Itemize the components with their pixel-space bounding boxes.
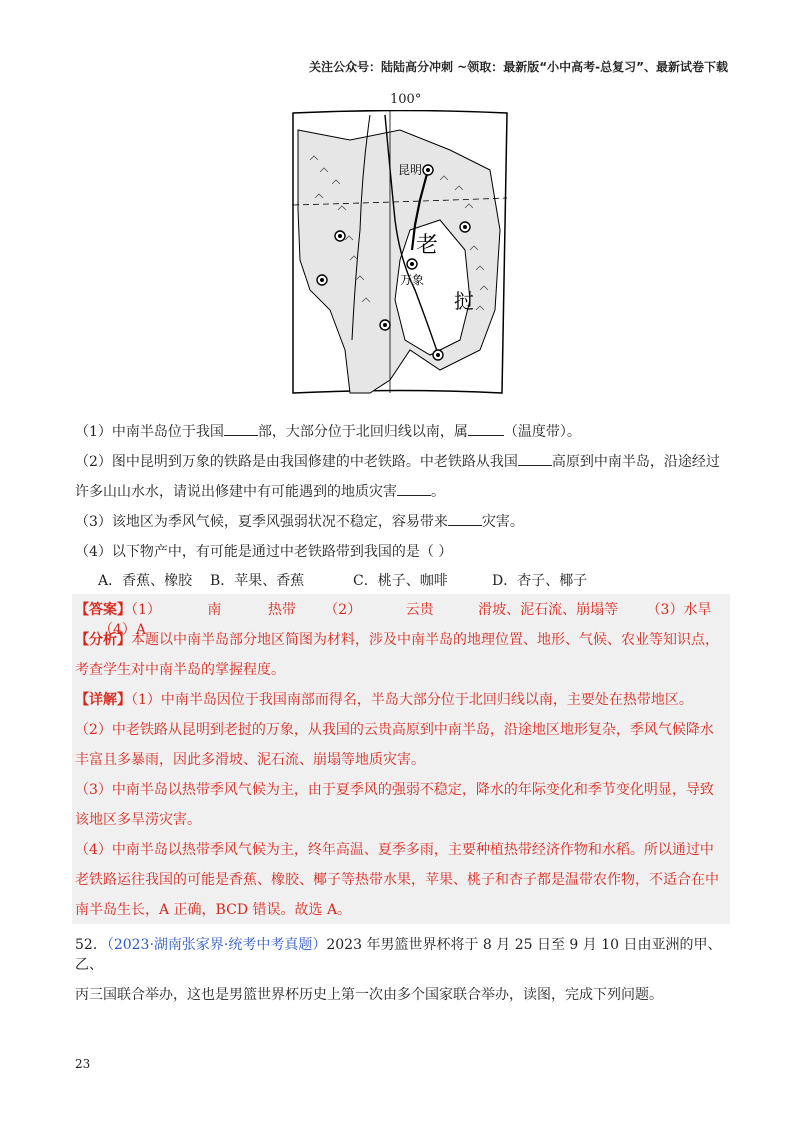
detail-4b: 老铁路运往我国的可能是香蕉、橡胶、椰子等热带水果，苹果、桃子和杏子都是温带农作物，不适合在中 — [75, 872, 719, 888]
detail-3a: （3）中南半岛以热带季风气候为主，由于夏季风的强弱不稳定，降水的年际变化和季节变化明显，导致 — [75, 782, 714, 798]
option-b: B．苹果、香蕉 — [210, 573, 305, 589]
map-label-kunming: 昆明 — [398, 163, 423, 177]
question-1: （1）中南半岛位于我国 部，大部分位于北回归线以南，属 （温度带）。 — [75, 424, 581, 440]
option-a: A．香蕉、橡胶 — [98, 573, 193, 589]
detail-4a: （4）中南半岛以热带季风气候为主，终年高温、夏季多雨，主要种植热带经济作物和水稻。所以通过中 — [75, 842, 714, 858]
detail-4c: 南半岛生长，A 正确，BCD 错误。故选 A。 — [75, 902, 352, 918]
detail-3b: 该地区多旱涝灾害。 — [75, 812, 201, 828]
question-3: （3）该地区为季风气候，夏季风强弱状况不稳定，容易带来 灾害。 — [75, 514, 524, 530]
question-source: （2023·湖南张家界·统考中考真题） — [106, 937, 327, 953]
answer-line: 【答案】（1） 南 热带 （2） 云贵 滑坡、泥石流、崩塌等 （3）水旱 （4）A — [75, 602, 712, 638]
question-4: （4）以下物产中，有可能是通过中老铁路带到我国的是（ ） — [75, 544, 453, 560]
indochina-map — [290, 90, 510, 395]
question-2: （2）图中昆明到万象的铁路是由我国修建的中老铁路。中老铁路从我国 高原到中南半岛，沿途经过 许多山山水水，请说出修建中有可能遇到的地质灾害 。 — [75, 454, 720, 500]
option-c: C．桃子、咖啡 — [353, 573, 448, 589]
map-drawing — [290, 110, 510, 395]
question-52: 52．（2023·湖南张家界·统考中考真题）2023 年男篮世界杯将于 8 月 25 日至 9 月 10 日由亚洲的甲、乙、 丙三国联合举办，这也是男篮世界杯历史上第一次由多个国家联合举办，读图，完成下列问题。 — [75, 937, 722, 1003]
map-label-lao: 老 — [416, 233, 439, 258]
longitude-label: 100° — [390, 92, 422, 107]
page-number: 23 — [75, 1057, 91, 1071]
option-d: D．杏子、椰子 — [492, 573, 588, 589]
detail-1: 【详解】（1）中南半岛因位于我国南部而得名，半岛大部分位于北回归线以南，主要处在热带地区。 — [75, 692, 693, 708]
analysis: 【分析】本题以中南半岛部分地区简图为材料，涉及中南半岛的地理位置、地形、气候、农业等知识点， 考查学生对中南半岛的掌握程度。 — [75, 632, 719, 678]
page-header: 关注公众号：陆陆高分冲刺 ~领取：最新版“小中高考-总复习”、最新试卷下载 — [309, 60, 728, 74]
detail-2a: （2）中老铁路从昆明到老挝的万象，从我国的云贵高原到中南半岛，沿途地区地形复杂，季风气候降水 — [75, 722, 714, 738]
map-label-cambodia: 挝 — [454, 289, 474, 313]
detail-2b: 丰富且多暴雨，因此多滑坡、泥石流、崩塌等地质灾害。 — [75, 752, 425, 768]
map-label-vientiane: 万象 — [400, 273, 425, 287]
